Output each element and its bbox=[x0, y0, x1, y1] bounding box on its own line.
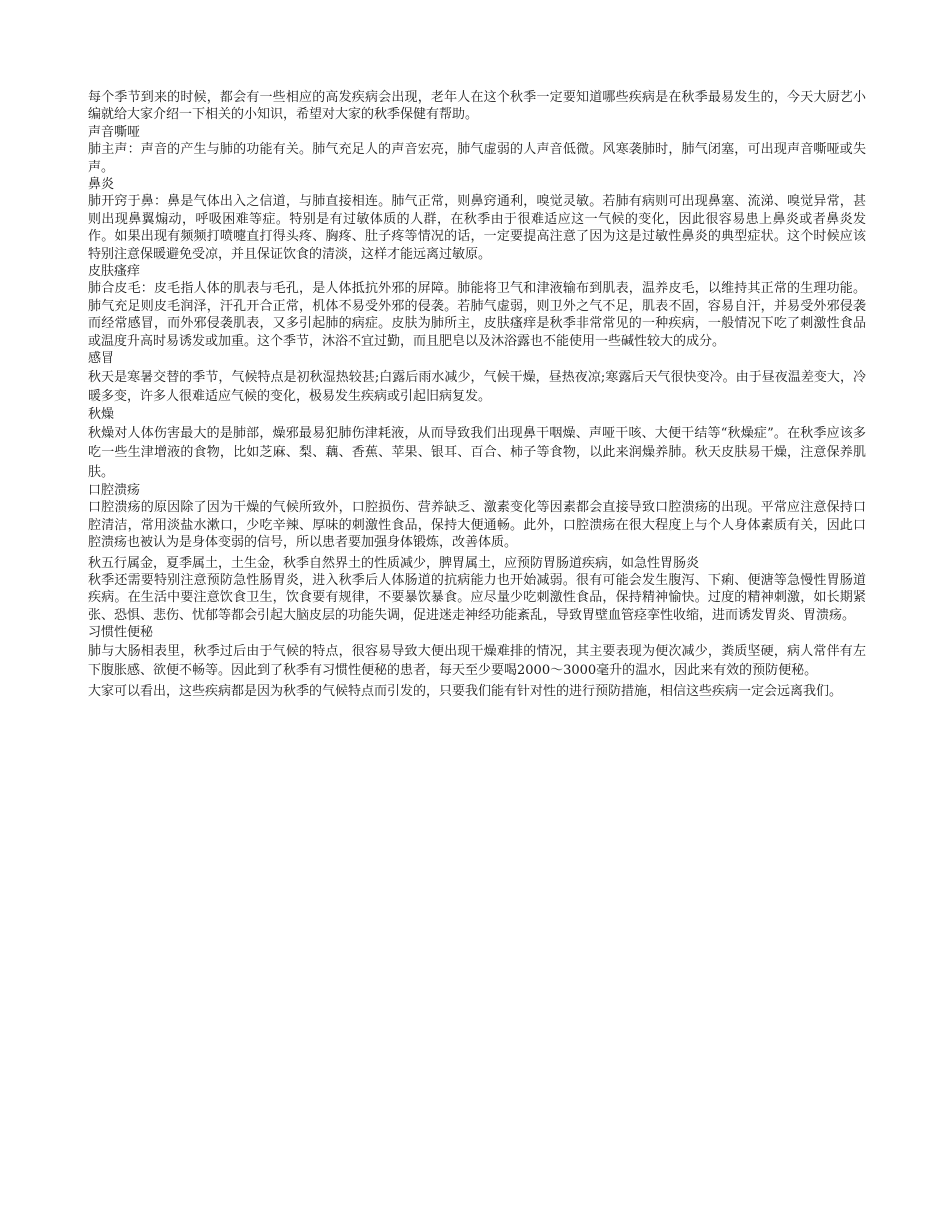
section-paragraph-constipation: 肺与大肠相表里，秋季过后由于气候的特点，很容易导致大便出现干燥难排的情况，其主要表现为便次减少，粪质坚硬，病人常伴有左下腹胀感、欲便不畅等。因此到了秋季有习惯性便秘的患者，每天至少要喝2000～3000毫升的温水，因此来有效的预防便秘。 bbox=[88, 643, 866, 678]
section-heading-mouth-ulcer: 口腔溃疡 bbox=[88, 482, 141, 498]
section-paragraph-mouth-ulcer: 口腔溃疡的原因除了因为干燥的气候所致外，口腔损伤、营养缺乏、激素变化等因素都会直接导致口腔溃疡的出现。平常应注意保持口腔清洁，常用淡盐水漱口，少吃辛辣、厚味的刺激性食品，保持大便通畅。此外，口腔溃疡在很大程度上与个人身体素质有关，因此口腔溃疡也被认为是身体变弱的信号，所以患者要加强身体锻炼，改善体质。 bbox=[88, 500, 866, 551]
section-heading-constipation: 习惯性便秘 bbox=[88, 625, 154, 641]
article-body bbox=[88, 89, 866, 701]
section-heading-cold: 感冒 bbox=[88, 351, 115, 367]
section-paragraph-itchy-skin: 肺合皮毛：皮毛指人体的肌表与毛孔，是人体抵抗外邪的屏障。肺能将卫气和津液输布到肌表，温养皮毛，以维持其正常的生理功能。肺气充足则皮毛润泽，汗孔开合正常，机体不易受外邪的侵袭。若肺气虚弱，则卫外之气不足，肌表不固，容易自汗，并易受外邪侵袭而经常感冒，而外邪侵袭肌表，又多引起肺的病症。皮肤为肺所主，皮肤瘙痒是秋季非常常见的一种疾病，一般情况下吃了刺激性食品或温度升高时易诱发或加重。这个季节，沐浴不宜过勤，而且肥皂以及沐浴露也不能使用一些碱性较大的成分。 bbox=[88, 281, 866, 349]
section-paragraph-five-elements: 秋五行属金，夏季属土，土生金，秋季自然界土的性质减少，脾胃属土，应预防胃肠道疾病，如急性胃肠炎 bbox=[88, 555, 700, 571]
section-heading-itchy-skin: 皮肤瘙痒 bbox=[88, 264, 141, 280]
section-paragraph-gastroenteritis: 秋季还需要特别注意预防急性肠胃炎，进入秋季后人体肠道的抗病能力也开始减弱。很有可能会发生腹泻、下痢、便溏等急慢性胃肠道疾病。在生活中要注意饮食卫生，饮食要有规律，不要暴饮暴食。应尽量少吃刺激性食品，保持精神愉快。过度的精神刺激，如长期紧张、恐惧、悲伤、忧郁等都会引起大脑皮层的功能失调，促进迷走神经功能紊乱，导致胃壁血管痉挛性收缩，进而诱发胃炎、胃溃疡。 bbox=[88, 572, 866, 623]
section-paragraph-rhinitis: 肺开窍于鼻：鼻是气体出入之信道，与肺直接相连。肺气正常，则鼻窍通利，嗅觉灵敏。若肺有病则可出现鼻塞、流涕、嗅觉异常，甚则出现鼻翼煽动，呼吸困难等症。特别是有过敏体质的人群，在秋季由于很难适应这一气候的变化，因此很容易患上鼻炎或者鼻炎发作。如果出现有频频打喷嚏直打得头疼、胸疼、肚子疼等情况的话，一定要提高注意了因为这是过敏性鼻炎的典型症状。这个时候应该特别注意保暖避免受凉，并且保证饮食的清淡，这样才能远离过敏原。 bbox=[88, 194, 866, 262]
section-heading-autumn-dryness: 秋燥 bbox=[88, 407, 115, 423]
conclusion-paragraph: 大家可以看出，这些疾病都是因为秋季的气候特点而引发的，只要我们能有针对性的进行预防措施，相信这些疾病一定会远离我们。 bbox=[88, 684, 843, 700]
section-heading-rhinitis: 鼻炎 bbox=[88, 177, 115, 193]
section-paragraph-cold: 秋天是寒暑交替的季节，气候特点是初秋湿热较甚;白露后雨水减少，气候干燥，昼热夜凉;寒露后天气很快变冷。由于昼夜温差变大，冷暖多变，许多人很难适应气候的变化，极易发生疾病或引起旧病复发。 bbox=[88, 369, 866, 404]
section-heading-hoarseness: 声音嘶哑 bbox=[88, 124, 141, 140]
intro-paragraph: 每个季节到来的时候，都会有一些相应的高发疾病会出现，老年人在这个秋季一定要知道哪些疾病是在秋季最易发生的，今天大厨艺小编就给大家介绍一下相关的小知识，希望对大家的秋季保健有帮助。 bbox=[88, 90, 866, 123]
section-paragraph-hoarseness: 肺主声：声音的产生与肺的功能有关。肺气充足人的声音宏亮，肺气虚弱的人声音低微。风寒袭肺时，肺气闭塞，可出现声音嘶哑或失声。 bbox=[88, 142, 866, 175]
section-paragraph-autumn-dryness: 秋燥对人体伤害最大的是肺部，燥邪最易犯肺伤津耗液，从而导致我们出现鼻干咽燥、声哑干咳、大便干结等“秋燥症”。在秋季应该多吃一些生津增液的食物，比如芝麻、梨、藕、香蕉、苹果、银耳、百合、柿子等食物，以此来润燥养肺。秋天皮肤易干燥，注意保养肌肤。 bbox=[88, 425, 866, 480]
